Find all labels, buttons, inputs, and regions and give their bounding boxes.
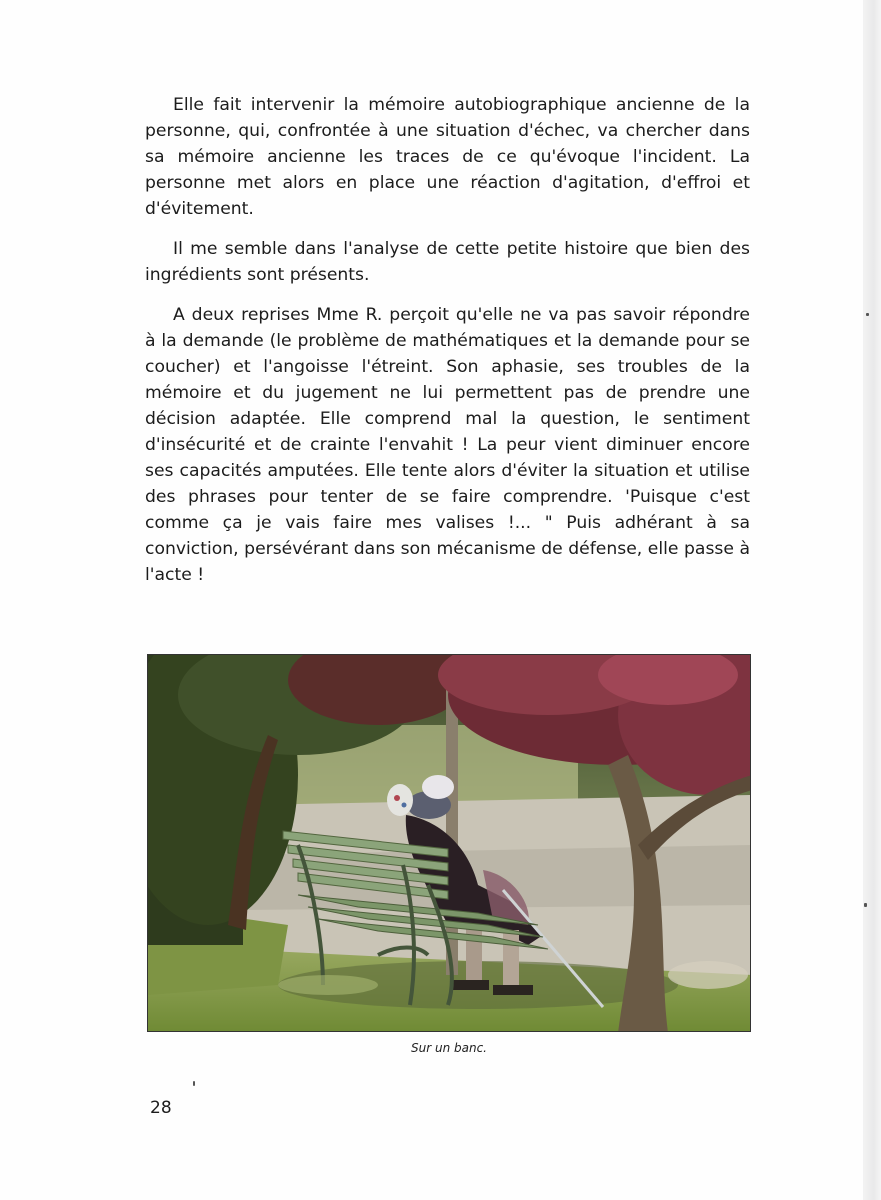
body-text (145, 92, 750, 602)
paragraph-1: Elle fait intervenir la mémoire autobiographique ancienne de la personne, qui, confrontée à une situation d'échec, va chercher dans sa mémoire ancienne les traces de ce qu'évoque l'incident. La personne met alors en place une réaction d'agitation, d'effroi et d'évitement. (145, 95, 750, 219)
scan-speck (866, 313, 869, 316)
photo-caption: Sur un banc. (411, 1041, 487, 1055)
paragraph-2: Il me semble dans l'analyse de cette petite histoire que bien des ingrédients sont présents. (145, 239, 750, 285)
photo-bench (147, 654, 751, 1032)
scan-speck (193, 1081, 195, 1086)
page-edge (863, 0, 881, 1200)
scan-speck (864, 903, 867, 907)
page-number: 28 (150, 1098, 172, 1118)
paragraph-3: A deux reprises Mme R. perçoit qu'elle ne va pas savoir répondre à la demande (le problème de mathématiques et la demande pour se coucher) et l'angoisse l'étreint. Son aphasie, ses troubles de la mémoire et du jugement ne lui permettent pas de prendre une décision adaptée. Elle comprend mal la question, le sentiment d'insécurité et de crainte l'envahit ! La peur vient diminuer encore ses capacités amputées. Elle tente alors d'éviter la situation et utilise des phrases pour tenter de se faire comprendre. 'Puisque c'est comme ça je vais faire mes valises !... " Puis adhérant à sa conviction, persévérant dans son mécanisme de défense, elle passe à l'acte ! (145, 305, 750, 585)
